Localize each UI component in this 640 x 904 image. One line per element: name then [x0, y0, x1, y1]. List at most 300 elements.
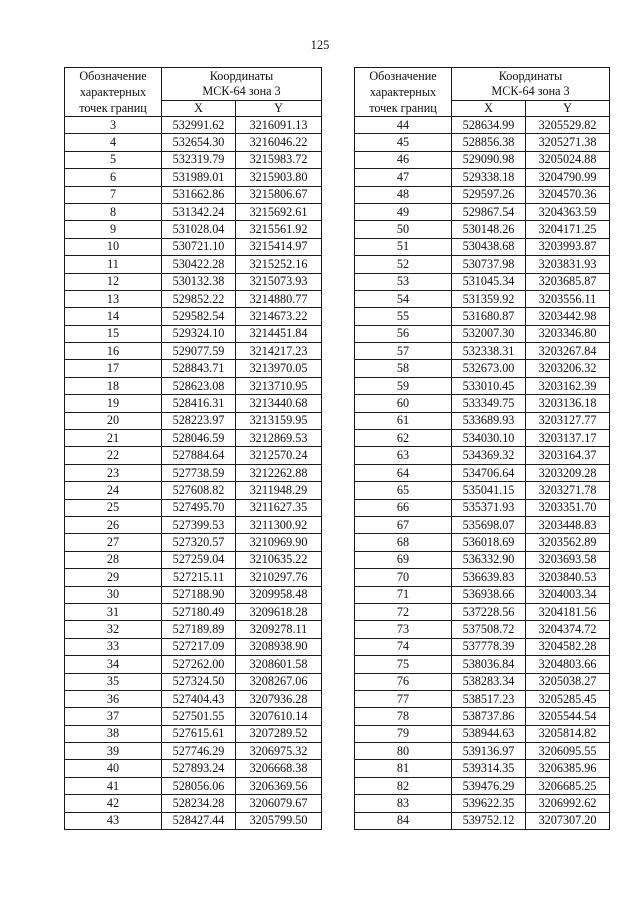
y-coordinate-cell: 3214673.22 [236, 308, 322, 325]
x-coordinate-cell: 539752.12 [452, 812, 526, 829]
point-number-cell: 49 [355, 203, 452, 220]
point-number-cell: 26 [65, 516, 162, 533]
y-coordinate-cell: 3212262.88 [236, 464, 322, 481]
y-coordinate-cell: 3215692.61 [236, 203, 322, 220]
x-coordinate-cell: 527746.29 [162, 743, 236, 760]
header-designation-line3: точек границ [369, 101, 437, 115]
y-coordinate-cell: 3213710.95 [236, 377, 322, 394]
y-coordinate-cell: 3203351.70 [526, 499, 610, 516]
y-coordinate-cell: 3205285.45 [526, 690, 610, 707]
table-row [65, 656, 322, 673]
x-coordinate-cell: 530721.10 [162, 238, 236, 255]
y-coordinate-cell: 3215806.67 [236, 186, 322, 203]
point-number-cell: 25 [65, 499, 162, 516]
point-number-cell: 74 [355, 638, 452, 655]
point-number-cell: 64 [355, 464, 452, 481]
table-row [355, 412, 610, 429]
table-row [355, 569, 610, 586]
x-coordinate-cell: 527259.04 [162, 551, 236, 568]
y-coordinate-cell: 3214451.84 [236, 325, 322, 342]
point-number-cell: 81 [355, 760, 452, 777]
table-row [355, 482, 610, 499]
y-coordinate-cell: 3206685.25 [526, 777, 610, 794]
y-coordinate-cell: 3203556.11 [526, 290, 610, 307]
x-coordinate-cell: 527262.00 [162, 656, 236, 673]
x-coordinate-cell: 536332.90 [452, 551, 526, 568]
x-coordinate-cell: 535371.93 [452, 499, 526, 516]
table-row [355, 117, 610, 134]
table-row [65, 534, 322, 551]
x-coordinate-cell: 531662.86 [162, 186, 236, 203]
table-row [355, 690, 610, 707]
table-body-right [355, 117, 610, 830]
point-number-cell: 20 [65, 412, 162, 429]
y-coordinate-cell: 3203136.18 [526, 395, 610, 412]
point-number-cell: 68 [355, 534, 452, 551]
y-coordinate-cell: 3212570.24 [236, 447, 322, 464]
x-coordinate-cell: 531045.34 [452, 273, 526, 290]
point-number-cell: 8 [65, 203, 162, 220]
point-number-cell: 34 [65, 656, 162, 673]
point-number-cell: 44 [355, 117, 452, 134]
y-coordinate-cell: 3215903.80 [236, 169, 322, 186]
x-coordinate-cell: 532319.79 [162, 151, 236, 168]
table-row [65, 812, 322, 829]
table-row [355, 812, 610, 829]
header-designation-line1: Обозначение [369, 69, 437, 83]
table-row [65, 777, 322, 794]
y-coordinate-cell: 3213970.05 [236, 360, 322, 377]
y-coordinate-cell: 3203271.78 [526, 482, 610, 499]
y-coordinate-cell: 3211948.29 [236, 482, 322, 499]
x-coordinate-cell: 528623.08 [162, 377, 236, 394]
header-designation-line2: характерных [79, 85, 147, 99]
point-number-cell: 30 [65, 586, 162, 603]
header-x: X [162, 101, 236, 117]
header-coordinates-line2: МСК-64 зона 3 [491, 84, 570, 98]
x-coordinate-cell: 529597.26 [452, 186, 526, 203]
table-row [355, 516, 610, 533]
table-row [65, 151, 322, 168]
y-coordinate-cell: 3203442.98 [526, 308, 610, 325]
table-row [355, 186, 610, 203]
point-number-cell: 21 [65, 430, 162, 447]
table-row [65, 673, 322, 690]
y-coordinate-cell: 3203137.17 [526, 430, 610, 447]
x-coordinate-cell: 529852.22 [162, 290, 236, 307]
table-row [65, 308, 322, 325]
table-row [65, 360, 322, 377]
table-row [65, 499, 322, 516]
y-coordinate-cell: 3207936.28 [236, 690, 322, 707]
y-coordinate-cell: 3208601.58 [236, 656, 322, 673]
y-coordinate-cell: 3212869.53 [236, 430, 322, 447]
y-coordinate-cell: 3203127.77 [526, 412, 610, 429]
y-coordinate-cell: 3205544.54 [526, 708, 610, 725]
y-coordinate-cell: 3204570.36 [526, 186, 610, 203]
point-number-cell: 80 [355, 743, 452, 760]
point-number-cell: 27 [65, 534, 162, 551]
y-coordinate-cell: 3206992.62 [526, 795, 610, 812]
table-row [355, 621, 610, 638]
y-coordinate-cell: 3203209.28 [526, 464, 610, 481]
table-row [65, 117, 322, 134]
y-coordinate-cell: 3208267.06 [236, 673, 322, 690]
table-row [355, 256, 610, 273]
header-coordinates-line1: Координаты [209, 69, 274, 83]
point-number-cell: 46 [355, 151, 452, 168]
x-coordinate-cell: 527615.61 [162, 725, 236, 742]
y-coordinate-cell: 3205814.82 [526, 725, 610, 742]
table-row [355, 743, 610, 760]
x-coordinate-cell: 533689.93 [452, 412, 526, 429]
table-row [65, 621, 322, 638]
point-number-cell: 73 [355, 621, 452, 638]
y-coordinate-cell: 3203206.32 [526, 360, 610, 377]
point-number-cell: 66 [355, 499, 452, 516]
x-coordinate-cell: 528427.44 [162, 812, 236, 829]
point-number-cell: 9 [65, 221, 162, 238]
y-coordinate-cell: 3211627.35 [236, 499, 322, 516]
x-coordinate-cell: 528634.99 [452, 117, 526, 134]
point-number-cell: 5 [65, 151, 162, 168]
point-number-cell: 36 [65, 690, 162, 707]
x-coordinate-cell: 527180.49 [162, 603, 236, 620]
table-row [355, 551, 610, 568]
x-coordinate-cell: 530132.38 [162, 273, 236, 290]
header-x: X [452, 101, 526, 117]
y-coordinate-cell: 3215252.16 [236, 256, 322, 273]
x-coordinate-cell: 539622.35 [452, 795, 526, 812]
table-row [355, 638, 610, 655]
y-coordinate-cell: 3205024.88 [526, 151, 610, 168]
x-coordinate-cell: 528856.38 [452, 134, 526, 151]
table-row [355, 221, 610, 238]
y-coordinate-cell: 3206369.56 [236, 777, 322, 794]
table-row [355, 777, 610, 794]
point-number-cell: 24 [65, 482, 162, 499]
table-row [65, 290, 322, 307]
point-number-cell: 79 [355, 725, 452, 742]
x-coordinate-cell: 538944.63 [452, 725, 526, 742]
point-number-cell: 72 [355, 603, 452, 620]
y-coordinate-cell: 3210969.90 [236, 534, 322, 551]
x-coordinate-cell: 537508.72 [452, 621, 526, 638]
table-row [65, 603, 322, 620]
table-row [65, 743, 322, 760]
table-row [355, 395, 610, 412]
y-coordinate-cell: 3204790.99 [526, 169, 610, 186]
x-coordinate-cell: 529324.10 [162, 325, 236, 342]
table-row [65, 343, 322, 360]
x-coordinate-cell: 539314.35 [452, 760, 526, 777]
x-coordinate-cell: 532991.62 [162, 117, 236, 134]
x-coordinate-cell: 530438.68 [452, 238, 526, 255]
table-row [355, 273, 610, 290]
y-coordinate-cell: 3208938.90 [236, 638, 322, 655]
point-number-cell: 13 [65, 290, 162, 307]
y-coordinate-cell: 3203562.89 [526, 534, 610, 551]
header-y: Y [236, 101, 322, 117]
table-row [355, 377, 610, 394]
table-row [355, 603, 610, 620]
y-coordinate-cell: 3213440.68 [236, 395, 322, 412]
point-number-cell: 83 [355, 795, 452, 812]
y-coordinate-cell: 3203685.87 [526, 273, 610, 290]
table-row [355, 586, 610, 603]
table-row [355, 308, 610, 325]
point-number-cell: 16 [65, 343, 162, 360]
y-coordinate-cell: 3214217.23 [236, 343, 322, 360]
y-coordinate-cell: 3209618.28 [236, 603, 322, 620]
point-number-cell: 41 [65, 777, 162, 794]
table-row [65, 795, 322, 812]
point-number-cell: 62 [355, 430, 452, 447]
y-coordinate-cell: 3203693.58 [526, 551, 610, 568]
point-number-cell: 53 [355, 273, 452, 290]
x-coordinate-cell: 529867.54 [452, 203, 526, 220]
header-designation-line2: характерных [369, 85, 437, 99]
point-number-cell: 31 [65, 603, 162, 620]
x-coordinate-cell: 531359.92 [452, 290, 526, 307]
x-coordinate-cell: 530422.28 [162, 256, 236, 273]
y-coordinate-cell: 3207307.20 [526, 812, 610, 829]
y-coordinate-cell: 3203831.93 [526, 256, 610, 273]
table-row [355, 325, 610, 342]
x-coordinate-cell: 527404.43 [162, 690, 236, 707]
y-coordinate-cell: 3205799.50 [236, 812, 322, 829]
y-coordinate-cell: 3205038.27 [526, 673, 610, 690]
x-coordinate-cell: 537228.56 [452, 603, 526, 620]
point-number-cell: 43 [65, 812, 162, 829]
y-coordinate-cell: 3204582.28 [526, 638, 610, 655]
x-coordinate-cell: 527189.89 [162, 621, 236, 638]
point-number-cell: 51 [355, 238, 452, 255]
point-number-cell: 10 [65, 238, 162, 255]
x-coordinate-cell: 531028.04 [162, 221, 236, 238]
table-row [65, 551, 322, 568]
x-coordinate-cell: 528223.97 [162, 412, 236, 429]
point-number-cell: 55 [355, 308, 452, 325]
point-number-cell: 33 [65, 638, 162, 655]
y-coordinate-cell: 3214880.77 [236, 290, 322, 307]
table-row [355, 238, 610, 255]
point-number-cell: 70 [355, 569, 452, 586]
x-coordinate-cell: 531989.01 [162, 169, 236, 186]
point-number-cell: 58 [355, 360, 452, 377]
table-row [355, 151, 610, 168]
x-coordinate-cell: 530148.26 [452, 221, 526, 238]
point-number-cell: 54 [355, 290, 452, 307]
x-coordinate-cell: 529582.54 [162, 308, 236, 325]
x-coordinate-cell: 538737.86 [452, 708, 526, 725]
point-number-cell: 48 [355, 186, 452, 203]
x-coordinate-cell: 538036.84 [452, 656, 526, 673]
point-number-cell: 38 [65, 725, 162, 742]
y-coordinate-cell: 3206385.96 [526, 760, 610, 777]
header-designation-line1: Обозначение [79, 69, 147, 83]
table-row [355, 760, 610, 777]
y-coordinate-cell: 3216046.22 [236, 134, 322, 151]
x-coordinate-cell: 529077.59 [162, 343, 236, 360]
point-number-cell: 47 [355, 169, 452, 186]
point-number-cell: 67 [355, 516, 452, 533]
table-row [355, 499, 610, 516]
table-row [65, 221, 322, 238]
table-row [355, 708, 610, 725]
table-row [65, 169, 322, 186]
point-number-cell: 52 [355, 256, 452, 273]
point-number-cell: 19 [65, 395, 162, 412]
point-number-cell: 17 [65, 360, 162, 377]
table-row [355, 656, 610, 673]
table-row [65, 412, 322, 429]
y-coordinate-cell: 3209958.48 [236, 586, 322, 603]
x-coordinate-cell: 528056.06 [162, 777, 236, 794]
x-coordinate-cell: 539476.29 [452, 777, 526, 794]
header-coordinates [452, 68, 610, 101]
x-coordinate-cell: 533010.45 [452, 377, 526, 394]
point-number-cell: 84 [355, 812, 452, 829]
x-coordinate-cell: 531342.24 [162, 203, 236, 220]
y-coordinate-cell: 3206095.55 [526, 743, 610, 760]
x-coordinate-cell: 532673.00 [452, 360, 526, 377]
x-coordinate-cell: 534030.10 [452, 430, 526, 447]
header-designation [65, 68, 162, 117]
table-row [355, 725, 610, 742]
table-row [65, 273, 322, 290]
header-y: Y [526, 101, 610, 117]
point-number-cell: 14 [65, 308, 162, 325]
table-row [355, 290, 610, 307]
x-coordinate-cell: 527217.09 [162, 638, 236, 655]
point-number-cell: 15 [65, 325, 162, 342]
point-number-cell: 69 [355, 551, 452, 568]
point-number-cell: 29 [65, 569, 162, 586]
table-row [65, 325, 322, 342]
y-coordinate-cell: 3205271.38 [526, 134, 610, 151]
x-coordinate-cell: 527608.82 [162, 482, 236, 499]
x-coordinate-cell: 531680.87 [452, 308, 526, 325]
x-coordinate-cell: 537778.39 [452, 638, 526, 655]
table-row [65, 256, 322, 273]
y-coordinate-cell: 3209278.11 [236, 621, 322, 638]
table-row [65, 708, 322, 725]
point-number-cell: 65 [355, 482, 452, 499]
point-number-cell: 7 [65, 186, 162, 203]
y-coordinate-cell: 3215073.93 [236, 273, 322, 290]
point-number-cell: 22 [65, 447, 162, 464]
header-designation-line3: точек границ [79, 101, 147, 115]
table-row [355, 134, 610, 151]
table-row [65, 690, 322, 707]
y-coordinate-cell: 3204181.56 [526, 603, 610, 620]
point-number-cell: 76 [355, 673, 452, 690]
y-coordinate-cell: 3203993.87 [526, 238, 610, 255]
x-coordinate-cell: 534369.32 [452, 447, 526, 464]
x-coordinate-cell: 527738.59 [162, 464, 236, 481]
point-number-cell: 45 [355, 134, 452, 151]
y-coordinate-cell: 3203448.83 [526, 516, 610, 533]
table-row [65, 638, 322, 655]
point-number-cell: 40 [65, 760, 162, 777]
point-number-cell: 57 [355, 343, 452, 360]
table-row [355, 534, 610, 551]
y-coordinate-cell: 3203346.80 [526, 325, 610, 342]
table-row [65, 238, 322, 255]
table-row [65, 464, 322, 481]
x-coordinate-cell: 527215.11 [162, 569, 236, 586]
x-coordinate-cell: 529338.18 [452, 169, 526, 186]
y-coordinate-cell: 3204803.66 [526, 656, 610, 673]
table-row [65, 447, 322, 464]
y-coordinate-cell: 3204171.25 [526, 221, 610, 238]
table-row [355, 430, 610, 447]
point-number-cell: 78 [355, 708, 452, 725]
point-number-cell: 28 [65, 551, 162, 568]
y-coordinate-cell: 3205529.82 [526, 117, 610, 134]
x-coordinate-cell: 527324.50 [162, 673, 236, 690]
y-coordinate-cell: 3213159.95 [236, 412, 322, 429]
x-coordinate-cell: 527501.55 [162, 708, 236, 725]
coordinates-table-left [64, 67, 322, 830]
table-row [65, 760, 322, 777]
point-number-cell: 71 [355, 586, 452, 603]
table-row [65, 482, 322, 499]
x-coordinate-cell: 535698.07 [452, 516, 526, 533]
point-number-cell: 35 [65, 673, 162, 690]
point-number-cell: 18 [65, 377, 162, 394]
y-coordinate-cell: 3203840.53 [526, 569, 610, 586]
y-coordinate-cell: 3207610.14 [236, 708, 322, 725]
x-coordinate-cell: 527188.90 [162, 586, 236, 603]
point-number-cell: 82 [355, 777, 452, 794]
point-number-cell: 61 [355, 412, 452, 429]
table-row [355, 673, 610, 690]
point-number-cell: 11 [65, 256, 162, 273]
point-number-cell: 56 [355, 325, 452, 342]
table-row [65, 725, 322, 742]
x-coordinate-cell: 538517.23 [452, 690, 526, 707]
table-row [355, 795, 610, 812]
table-row [65, 516, 322, 533]
y-coordinate-cell: 3203164.37 [526, 447, 610, 464]
point-number-cell: 77 [355, 690, 452, 707]
point-number-cell: 3 [65, 117, 162, 134]
table-row [355, 169, 610, 186]
x-coordinate-cell: 527893.24 [162, 760, 236, 777]
y-coordinate-cell: 3206668.38 [236, 760, 322, 777]
table-body-left [65, 117, 322, 830]
table-row [65, 430, 322, 447]
table-row [65, 377, 322, 394]
x-coordinate-cell: 534706.64 [452, 464, 526, 481]
y-coordinate-cell: 3216091.13 [236, 117, 322, 134]
x-coordinate-cell: 532654.30 [162, 134, 236, 151]
point-number-cell: 75 [355, 656, 452, 673]
table-row [65, 586, 322, 603]
header-coordinates-line2: МСК-64 зона 3 [202, 84, 281, 98]
table-row [355, 447, 610, 464]
table-row [355, 343, 610, 360]
table-row [65, 395, 322, 412]
point-number-cell: 4 [65, 134, 162, 151]
y-coordinate-cell: 3204363.59 [526, 203, 610, 220]
y-coordinate-cell: 3207289.52 [236, 725, 322, 742]
x-coordinate-cell: 533349.75 [452, 395, 526, 412]
y-coordinate-cell: 3204003.34 [526, 586, 610, 603]
header-coordinates-line1: Координаты [498, 69, 563, 83]
